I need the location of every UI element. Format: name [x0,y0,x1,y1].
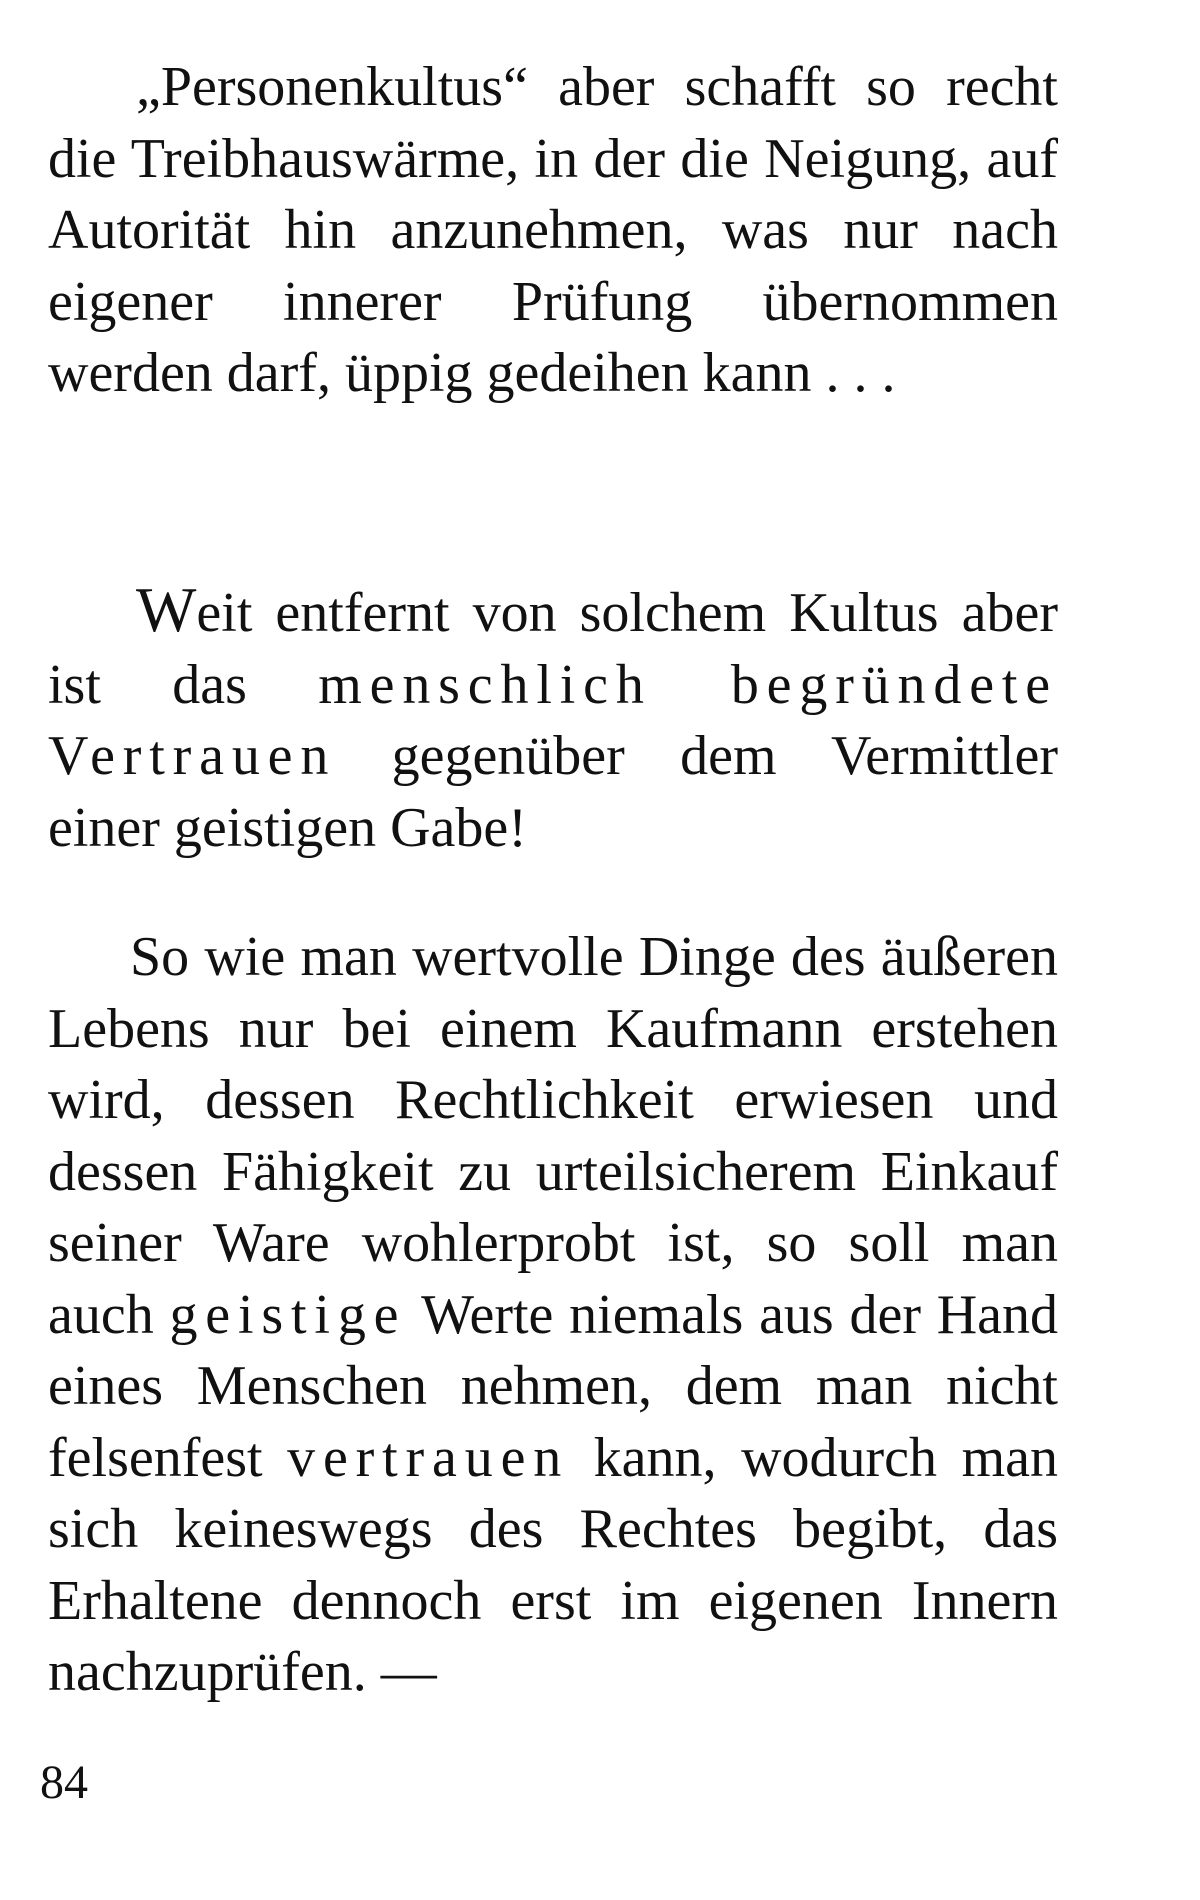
paragraph-2-initial: W [136,574,197,645]
paragraph-2-spaced-phrase: menschlich begründete Vertrauen [48,653,1058,787]
paragraph-3-text-start: So wie man wertvolle Dinge des äußeren Lebens nur bei einem Kaufmann erstehen wird, dessen Rechtlichkeit erwiesen und dessen Fähigkeit zu urteilsicherem Einkauf seiner Ware wohlerprobt ist, so soll man auch [48,926,1058,1346]
paragraph-3-text-middle: Werte niemals aus der Hand eines Menschen nehmen, dem man nicht felsenfest [48,1283,1059,1489]
paragraph-2-text-start: eit entfernt von solchem Kultus aber ist das [48,582,1058,716]
paragraph-3-spaced-word-1: geistige [169,1283,407,1346]
page-number: 84 [40,1756,88,1809]
paragraph-1-text: „Personenkultus“ aber schafft so recht die Treibhauswärme, in der die Neigung, auf Autorität hin anzunehmen, was nur nach eigener innerer Prüfung übernommen werden darf, üppig gedeihen kann . . . [48,56,1058,404]
paragraph-3-text-end: kann, wodurch man sich keineswegs des Rechtes begibt, das Erhaltene dennoch erst im eigenen Innern nachzuprüfen. — [48,1426,1058,1703]
paragraph-1 [48,52,1058,410]
paragraph-2-text-end: gegenüber dem Vermittler einer geistigen Gabe! [48,725,1058,859]
paragraph-3 [48,922,1058,1709]
paragraph-3-spaced-word-2: vertrauen [287,1426,570,1489]
paragraph-2 [48,574,1058,864]
